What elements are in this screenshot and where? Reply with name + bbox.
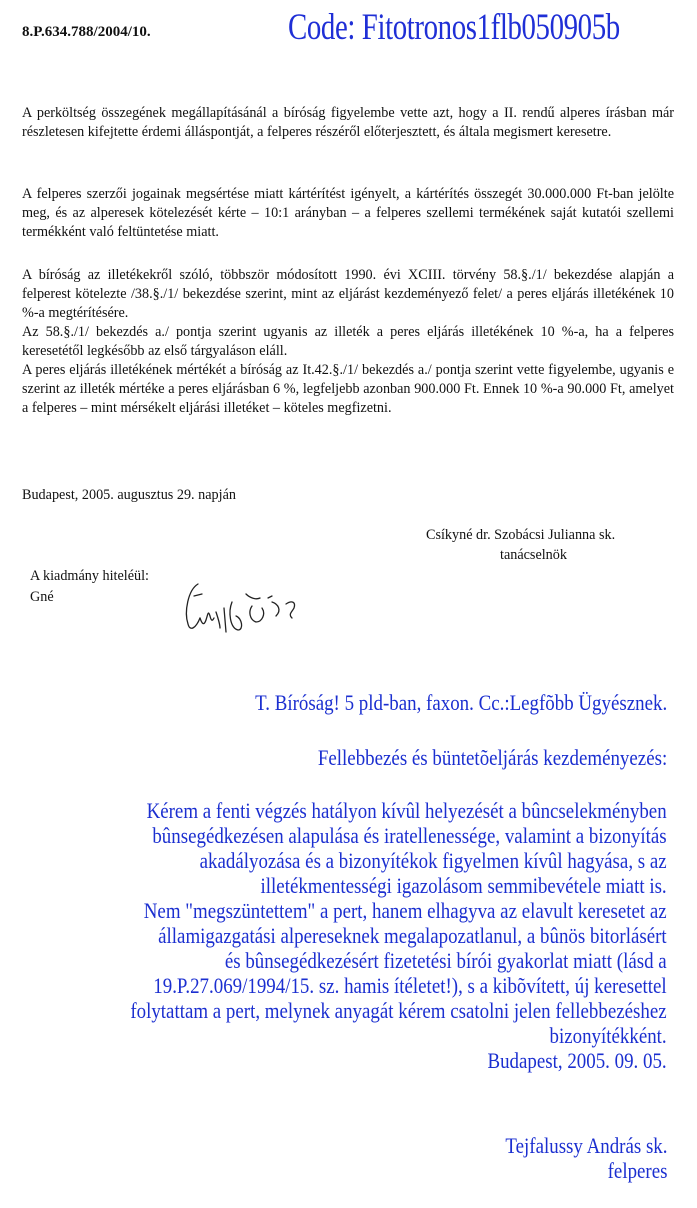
place-date: Budapest, 2005. augusztus 29. napján — [22, 487, 236, 503]
judge-name: Csíkyné dr. Szobácsi Julianna sk. — [426, 527, 616, 543]
appeal-role: felperes — [607, 1158, 667, 1183]
appeal-line: bizonyítékként. — [549, 1023, 667, 1048]
appeal-line: és bûnsegédkezésért fizetetési bírói gyakorlat miatt (lásd a — [225, 948, 667, 973]
appeal-line: Kérem a fenti végzés hatályon kívûl helyezését a bûncselekményben — [146, 798, 668, 823]
appeal-body — [131, 798, 667, 1073]
appeal-heading: Fellebbezés és büntetõeljárás kezdeményezés: — [317, 745, 667, 770]
certification-initials: Gné — [30, 589, 54, 605]
appeal-line: Nem "megszüntettem" a pert, hanem elhagyva az elavult keresetet az — [144, 898, 668, 923]
appeal-line: akadályozása és a bizonyítékok figyelmen kívûl hagyása, s az — [199, 848, 667, 873]
appeal-line: folytattam a pert, melynek anyagát kérem csatolni jelen fellebbezéshez — [130, 998, 667, 1023]
appeal-address: T. Bíróság! 5 pld-ban, faxon. Cc.:Legfõbb Ügyésznek. — [254, 690, 667, 715]
case-number: 8.P.634.788/2004/10. — [22, 24, 151, 40]
appeal-signature — [505, 1133, 667, 1183]
appeal-line: 19.P.27.069/1994/15. sz. hamis ítéletet!), s a kibõvített, új keresettel — [153, 973, 668, 998]
paragraph-cost-assessment: A perköltség összegének megállapításánál a bíróság figyelembe vette azt, hogy a II. rendű alperes írásban már részletesen kifejtette érdemi álláspontját, a felperes részéről előterjesztett, és általa megismert keresetre. — [22, 105, 674, 140]
certification-label: A kiadmány hiteléül: — [30, 568, 149, 584]
paragraph-fee-calculation: A peres eljárás illetékének mértékét a bíróság az It.42.§./1/ bekezdés a./ pontja szerint vette figyelembe, ugyanis e szerint az illeték mértéke a peres eljárásban 6 %, legfeljebb azonban 900.000 Ft. Ennek 10 %-a 90.000 Ft, amelyet a felperes – mint mérsékelt eljárási illetéket – köteles megfizetni. — [22, 362, 674, 416]
document-code: Code: Fitotronos1flb050905b — [288, 7, 620, 48]
appeal-date: Budapest, 2005. 09. 05. — [487, 1048, 667, 1073]
handwritten-signature — [176, 572, 326, 652]
appeal-line: államigazgatási alpereseknek megalapozatlanul, a bûnös bitorlásért — [158, 923, 668, 948]
judge-title: tanácselnök — [500, 547, 567, 563]
paragraph-fee-rule: Az 58.§./1/ bekezdés a./ pontja szerint ugyanis az illeték a peres eljárás illetékének 10 %-a, ha a felperes keresetétől legkésőbb az első tárgyaláson eláll. — [22, 324, 674, 359]
paragraph-fee-ruling: A bíróság az illetékekről szóló, többször módosított 1990. évi XCIII. törvény 58.§./1/ bekezdése alapján a felperest kötelezte /38.§./1/ bekezdése szerint, mint az eljárást kezdeményező felet/ a peres eljárás illetékének 10 %-a megtérítésére. Az 58.§./1/ bekezdés a./ pontja szerint ugyanis az illeték a peres eljárás illetékének 10 %-a, ha a felperes keresetétől legkésőbb az első tárgyaláson eláll. A peres eljárás illetékének mértékét a bíróság az It.42.§./1/ bekezdés a./ pontja szerint vette figyelembe, ugyanis e szerint az illeték mértéke a peres eljárásban 6 %, legfeljebb azonban 900.000 Ft. Ennek 10 %-a 90.000 Ft, amelyet a felperes – mint mérsékelt eljárási illetéket – köteles megfizetni. — [22, 267, 674, 416]
appeal-line: bûnsegédkezésen alapulása és iratellenessége, valamint a bizonyítás — [152, 823, 667, 848]
paragraph-damages-claim: A felperes szerzői jogainak megsértése miatt kártérítést igényelt, a kártérítés összegét 30.000.000 Ft-ban jelölte meg, és az alperesek kötelezését kérte – 10:1 arányban – a felperes szellemi termékének saját kutatói szellemi termékként való feltüntetése miatt. — [22, 186, 674, 240]
appeal-signer: Tejfalussy András sk. — [504, 1133, 667, 1158]
appeal-line: illetékmentességi igazolásom semmibevétele miatt is. — [260, 873, 667, 898]
